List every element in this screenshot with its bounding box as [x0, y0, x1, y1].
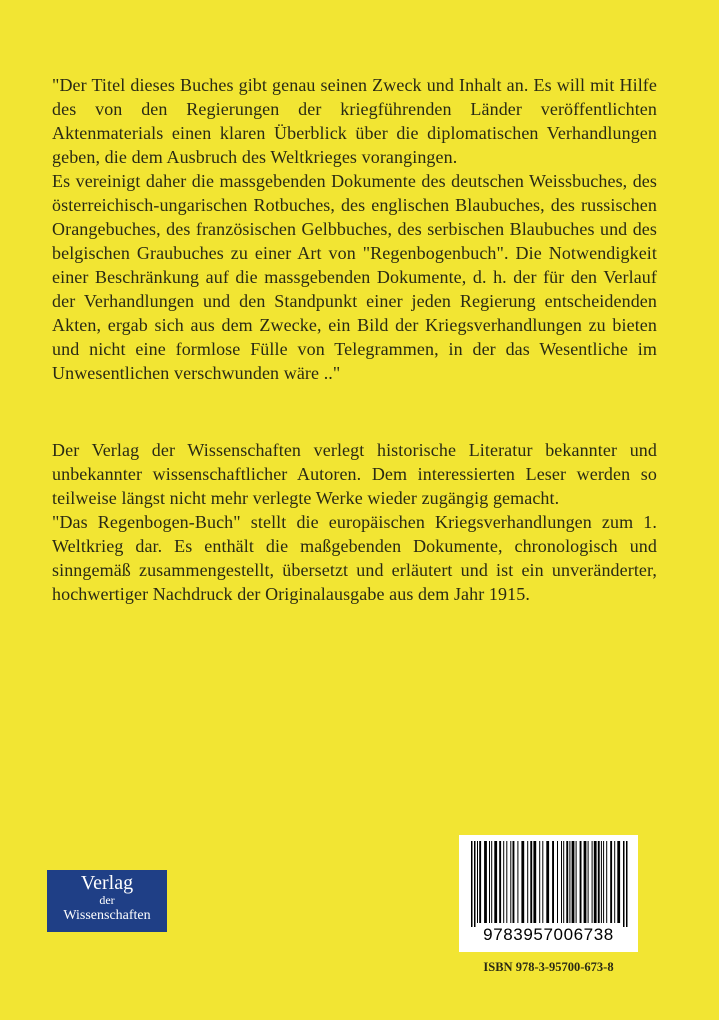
blurb-quote — [52, 73, 657, 385]
barcode-bars — [459, 835, 638, 927]
logo-line-der: der — [99, 893, 115, 907]
blurb-paragraph: Es vereinigt daher die massgebenden Dokumente des deutschen Weissbuches, des österreichisch-ungarischen Rotbuches, des englischen Blaubuches, des russischen Orangebuches, des französischen Gelbbuches, des serbischen Blaubuches und des belgischen Graubuches zu einer Art von "Regenbogenbuch". Die Notwendigkeit einer Beschränkung auf die massgebenden Dokumente, d. h. der für den Verlauf der Verhandlungen und den Standpunkt einer jeden Regierung entscheidenden Akten, ergab sich aus dem Zwecke, ein Bild der Kriegsverhandlungen zu bieten und nicht eine formlose Fülle von Telegrammen, in der das Wesentliche im Unwesentlichen verschwunden wäre .." — [52, 171, 657, 383]
barcode-digits: 9783957006738 — [483, 925, 614, 944]
publisher-paragraph: "Das Regenbogen-Buch" stellt die europäischen Kriegsverhandlungen zum 1. Weltkrieg dar. Es enthält die maßgebenden Dokumente, chronologisch und sinngemäß zusammengestellt, übersetzt und erläutert und ist ein unveränderter, hochwertiger Nachdruck der Originalausgabe aus dem Jahr 1915. — [52, 512, 657, 604]
publisher-logo — [47, 870, 167, 932]
publisher-description — [52, 438, 657, 606]
barcode — [459, 835, 638, 952]
logo-line-verlag: Verlag — [80, 872, 134, 894]
logo-line-wissenschaften: Wissenschaften — [63, 908, 151, 923]
isbn-label: ISBN 978-3-95700-673-8 — [483, 960, 614, 974]
blurb-paragraph: "Der Titel dieses Buches gibt genau seinen Zweck und Inhalt an. Es will mit Hilfe des von den Regierungen der kriegführenden Länder veröffentlichten Aktenmaterials einen klaren Überblick über die diplomatischen Verhandlungen geben, die dem Ausbruch des Weltkrieges vorangingen. — [52, 75, 657, 167]
publisher-paragraph: Der Verlag der Wissenschaften verlegt historische Literatur bekannter und unbekannter wissenschaftlicher Autoren. Dem interessierten Leser werden so teilweise längst nicht mehr verlegte Werke wieder zugängig gemacht. — [52, 440, 657, 508]
